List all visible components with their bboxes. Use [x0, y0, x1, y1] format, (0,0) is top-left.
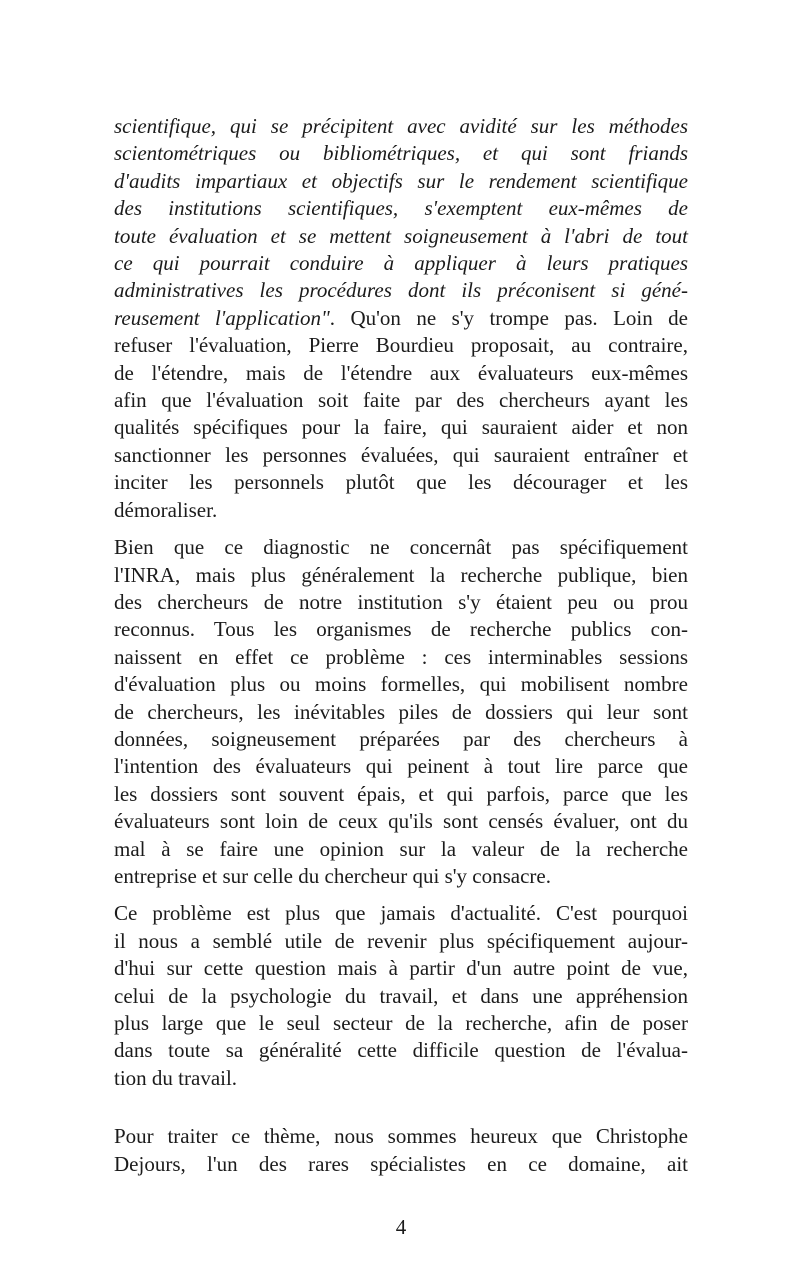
- text-segment: de l'étendre, mais de l'étendre aux évaluateurs eux-mêmes: [114, 360, 688, 385]
- text-line: [114, 644, 688, 671]
- actualite-paragraph: [114, 900, 688, 1092]
- text-line: [114, 469, 688, 496]
- diagnostic-paragraph: [114, 534, 688, 890]
- text-segment: inciter les personnels plutôt que les décourager et les: [114, 470, 688, 495]
- text-line: [114, 360, 688, 387]
- text-segment: les dossiers sont souvent épais, et qui parfois, parce que les: [114, 781, 688, 806]
- text-line: [114, 863, 688, 890]
- text-segment: d'hui sur cette question mais à partir d'un autre point de vue,: [114, 956, 688, 981]
- italic-text-segment: administratives les procédures dont ils préconisent si géné-: [114, 278, 688, 303]
- text-block: [114, 113, 688, 1178]
- text-segment: plus large que le seul secteur de la recherche, afin de poser: [114, 1011, 688, 1035]
- text-segment: de chercheurs, les inévitables piles de dossiers qui leur sont: [114, 699, 688, 724]
- text-segment: l'intention des évaluateurs qui peinent à tout lire parce que: [114, 754, 688, 779]
- text-line: [114, 1010, 688, 1037]
- text-line: [114, 928, 688, 955]
- text-line: [114, 250, 688, 277]
- italic-text-segment: reusement l'application": [114, 305, 330, 330]
- text-line: [114, 414, 688, 441]
- italic-text-segment: ce qui pourrait conduire à appliquer à leurs pratiques: [114, 251, 688, 276]
- text-segment: celui de la psychologie du travail, et dans une appréhension: [114, 983, 688, 1008]
- text-segment: mal à se faire une opinion sur la valeur de la recherche: [114, 836, 688, 861]
- text-line: [114, 195, 688, 222]
- text-segment: refuser l'évaluation, Pierre Bourdieu proposait, au contraire,: [114, 333, 688, 358]
- text-line: [114, 589, 688, 616]
- text-line: [114, 223, 688, 250]
- text-segment: d'évaluation plus ou moins formelles, qui mobilisent nombre: [114, 672, 688, 697]
- text-line: [114, 808, 688, 835]
- text-line: [114, 305, 688, 332]
- text-line: [114, 1151, 688, 1178]
- text-segment: dans toute sa généralité cette difficile question de l'évalua-: [114, 1038, 688, 1063]
- text-segment: entreprise et sur celle du chercheur qui s'y consacre.: [114, 863, 552, 888]
- text-segment: Ce problème est plus que jamais d'actualité. C'est pourquoi: [114, 901, 688, 926]
- text-segment: il nous a semblé utile de revenir plus spécifiquement aujour-: [114, 928, 688, 953]
- text-line: [114, 699, 688, 726]
- text-segment: Pour traiter ce thème, nous sommes heureux que Christophe: [114, 1124, 688, 1149]
- text-line: [114, 534, 688, 561]
- text-line: [114, 442, 688, 469]
- text-line: [114, 1037, 688, 1064]
- text-line: [114, 562, 688, 589]
- text-segment: des chercheurs de notre institution s'y étaient peu ou prou: [114, 589, 688, 614]
- text-line: [114, 983, 688, 1010]
- dejours-paragraph: [114, 1123, 688, 1178]
- text-line: [114, 497, 688, 524]
- text-segment: Bien que ce diagnostic ne concernât pas spécifiquement: [114, 535, 688, 560]
- text-segment: qualités spécifiques pour la faire, qui sauraient aider et non: [114, 415, 688, 440]
- text-line: [114, 277, 688, 304]
- italic-text-segment: des institutions scientifiques, s'exemptent eux-mêmes de: [114, 196, 688, 221]
- text-segment: évaluateurs sont loin de ceux qu'ils sont censés évaluer, ont du: [114, 809, 688, 834]
- text-line: [114, 168, 688, 195]
- text-line: [114, 1123, 688, 1150]
- text-segment: reconnus. Tous les organismes de recherche publics con-: [114, 617, 688, 642]
- text-segment: Dejours, l'un des rares spécialistes en ce domaine, ait: [114, 1151, 688, 1176]
- text-segment: afin que l'évaluation soit faite par des chercheurs ayant les: [114, 388, 688, 413]
- text-segment: démoraliser.: [114, 497, 218, 522]
- quote-continuation-paragraph: [114, 113, 688, 524]
- text-line: [114, 900, 688, 927]
- text-segment: . Qu'on ne s'y trompe pas. Loin de: [329, 305, 688, 330]
- text-line: [114, 113, 688, 140]
- text-segment: sanctionner les personnes évaluées, qui sauraient entraîner et: [114, 442, 688, 467]
- text-line: [114, 387, 688, 414]
- text-segment: tion du travail.: [114, 1065, 238, 1090]
- italic-text-segment: scientifique, qui se précipitent avec avidité sur les méthodes: [114, 114, 688, 138]
- text-line: [114, 671, 688, 698]
- text-line: [114, 781, 688, 808]
- text-line: [114, 753, 688, 780]
- page-number: 4: [395, 1215, 407, 1239]
- text-segment: données, soigneusement préparées par des chercheurs à: [114, 726, 688, 751]
- text-line: [114, 1065, 688, 1092]
- italic-text-segment: scientométriques ou bibliométriques, et qui sont friands: [114, 141, 688, 166]
- italic-text-segment: toute évaluation et se mettent soigneusement à l'abri de tout: [114, 223, 688, 248]
- text-line: [114, 955, 688, 982]
- text-line: [114, 332, 688, 359]
- text-line: [114, 140, 688, 167]
- italic-text-segment: d'audits impartiaux et objectifs sur le rendement scientifique: [114, 168, 688, 193]
- text-line: [114, 836, 688, 863]
- text-line: [114, 616, 688, 643]
- text-segment: l'INRA, mais plus généralement la recherche publique, bien: [114, 562, 688, 587]
- text-segment: naissent en effet ce problème : ces interminables sessions: [114, 644, 688, 669]
- text-line: [114, 726, 688, 753]
